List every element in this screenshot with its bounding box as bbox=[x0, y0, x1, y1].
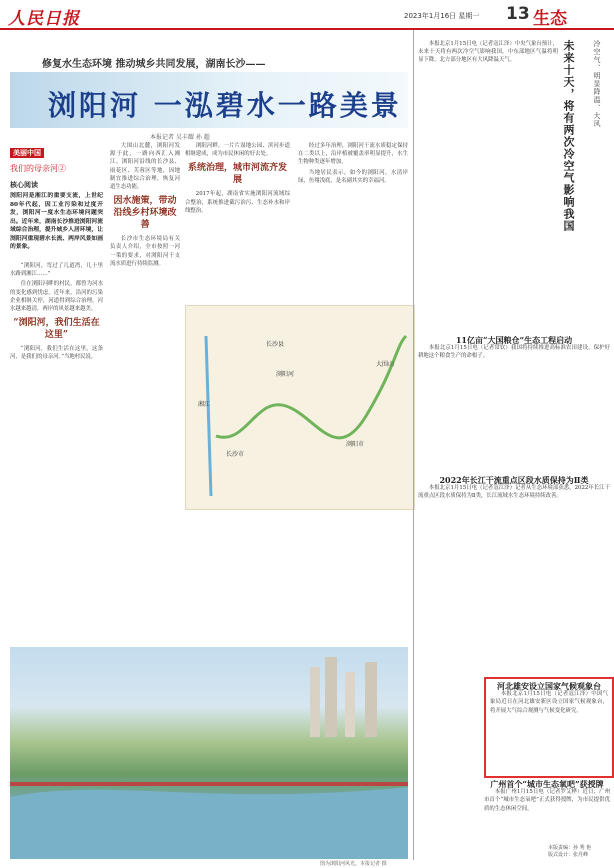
article-paragraph: “浏阳河，弯过了几道湾，几十里水路到湘江……” bbox=[10, 263, 103, 278]
article-headline: 广州首个“城市生态氧吧”获授牌 bbox=[490, 780, 604, 789]
page-number: 13 bbox=[506, 4, 530, 24]
article-paragraph: 本报广州1月15日电（记者罗艾桦）近日，广州市首个“城市生态氧吧”正式获得授牌，为市民提供优质的生态休闲空间。 bbox=[484, 789, 610, 812]
weather-article bbox=[418, 40, 558, 330]
map-label: 浏阳河 bbox=[276, 371, 295, 378]
section-heading: 因水施策，带动沿线乡村环境改善 bbox=[113, 196, 177, 231]
article-paragraph: 长沙市生态环境局有关负责人介绍，全市按照一河一策的要求，对浏阳河干支流水质进行持续监测。 bbox=[110, 236, 180, 267]
issue-date: 2023年1月16日 星期一 bbox=[404, 12, 480, 20]
design-credit: 版式设计：张丹峰 bbox=[548, 852, 589, 858]
article-paragraph: “浏阳河，我们生活在这里，这条河，是我们的母亲河。”当地村民说。 bbox=[10, 346, 103, 361]
map-label: 长沙县 bbox=[266, 341, 285, 348]
map-label: 湘江 bbox=[198, 401, 211, 408]
article-paragraph: 住在浏阳河畔的村民，都曾为河水的变化感到忧虑。近年来，沿河的污染企业相继关停，河道得到综合治理，河水越来越清，两岸的风景越来越美。 bbox=[10, 281, 103, 313]
page-credits bbox=[548, 845, 591, 859]
river-photo-illustration bbox=[10, 647, 408, 859]
map-label: 浏阳市 bbox=[346, 441, 365, 448]
column-divider bbox=[413, 30, 414, 860]
river-map bbox=[185, 305, 415, 510]
article-paragraph: 2017年起，湖南省实施浏阳河流域综合整治，系统推进截污治污、生态补水和岸线整治。 bbox=[185, 191, 290, 214]
lead-byline: 本报记者 吴丰耀 孙 超 bbox=[150, 134, 210, 141]
editor-credit: 本版责编：孙 秀 艳 bbox=[548, 845, 592, 851]
article-paragraph: 本报北京1月15日电（记者寇江泽）记者从生态环境部获悉，2022年长江干流重点区段水质保持为Ⅱ类，长江流域水生态环境持续改善。 bbox=[418, 485, 610, 500]
article-headline: 2022年长江干流重点区段水质保持为Ⅱ类 bbox=[439, 476, 589, 485]
article-paragraph: 经过多年治理，浏阳河干流水质稳定保持在二类以上，沿岸植被覆盖率明显提升，水生生物种类逐年增加。 bbox=[298, 143, 408, 166]
series-subtitle: 我们的母亲河② bbox=[10, 164, 66, 173]
article-paragraph: 大围山北麓，浏阳河发源于此，一路向西汇入湘江。浏阳河沿线的长沙县、雨花区、芙蓉区等地，因地制宜推进综合治理，恢复河道生态功能。 bbox=[110, 143, 180, 191]
weather-headline: 未来十天，将有两次冷空气影响我国 bbox=[562, 40, 575, 232]
map-label: 大围山 bbox=[376, 361, 395, 368]
core-reading-label: 核心阅读 bbox=[10, 180, 38, 189]
series-tag: 美丽中国 bbox=[10, 148, 44, 158]
lead-kicker: 修复水生态环境 推动城乡共同发展，湖南长沙—— bbox=[42, 59, 266, 70]
core-reading-text: 浏阳河是湘江的重要支流，上世纪80年代起，因工业污染和过度开发，浏阳河一度水生态环境问题突出。近年来，湖南长沙推进浏阳河流域综合治理，提升城乡人居环境，让浏阳河重现碧水长流、两岸风景如画的景象。 bbox=[10, 193, 103, 250]
xiang-river-line bbox=[206, 336, 211, 496]
river-photo bbox=[10, 647, 408, 859]
section-heading: 系统治理，城市河流齐发展 bbox=[187, 163, 287, 186]
lead-headline: 浏阳河 一泓碧水一路美景 bbox=[48, 89, 402, 122]
article-paragraph: 本报北京1月15日电（记者寇江泽）中国气象局近日在河北雄安新区设立国家气候观象台，将开展大气综合观测与气候变化研究。 bbox=[490, 691, 608, 714]
article-column-2 bbox=[110, 142, 180, 642]
article-headline: 11亿亩“大国粮仓”生态工程启动 bbox=[455, 336, 573, 345]
xiongan-article bbox=[490, 682, 608, 772]
section-heading: “浏阳河，我们生活在这里” bbox=[13, 318, 100, 341]
article-paragraph: 本报北京1月15日电（记者寇江泽）中央气象台预计，未来十天将有两次冷空气影响我国，中东部地区气温将明显下降，北方部分地区有大风降温天气。 bbox=[418, 41, 558, 64]
page-section-name: 生态 bbox=[533, 9, 567, 29]
river-map-svg bbox=[186, 306, 414, 509]
photo-caption: 图为浏阳河风光。本报记者 摄 bbox=[320, 861, 387, 867]
lead-banner bbox=[10, 72, 408, 128]
masthead bbox=[0, 0, 614, 30]
map-label: 长沙市 bbox=[226, 451, 245, 458]
article-paragraph: 当地居民表示，如今的浏阳河，水清岸绿，鱼翔浅底，是名副其实的幸福河。 bbox=[298, 169, 408, 184]
article-headline: 河北雄安设立国家气候观象台 bbox=[497, 682, 601, 691]
river-line bbox=[216, 336, 406, 438]
yangtze-article bbox=[418, 476, 610, 671]
guangzhou-article bbox=[484, 780, 610, 842]
xiongan-article-box bbox=[484, 677, 614, 778]
article-column-3 bbox=[185, 142, 290, 300]
newspaper-logo: 人民日报 bbox=[8, 9, 80, 29]
article-paragraph: 本报北京1月15日电（记者常钦）我国将持续推进高标准农田建设，保护好耕地这个粮食生产的命根子。 bbox=[418, 345, 610, 360]
article-column-1 bbox=[10, 262, 103, 642]
article-paragraph: 浏阳河畔，一片片湿地公园、滨河步道相继建成，成为市民休闲的好去处。 bbox=[185, 143, 290, 158]
weather-subheadline: 冷空气、明显降温、大风 bbox=[593, 40, 601, 128]
farmland-article bbox=[418, 336, 610, 476]
article-column-4 bbox=[298, 142, 408, 300]
